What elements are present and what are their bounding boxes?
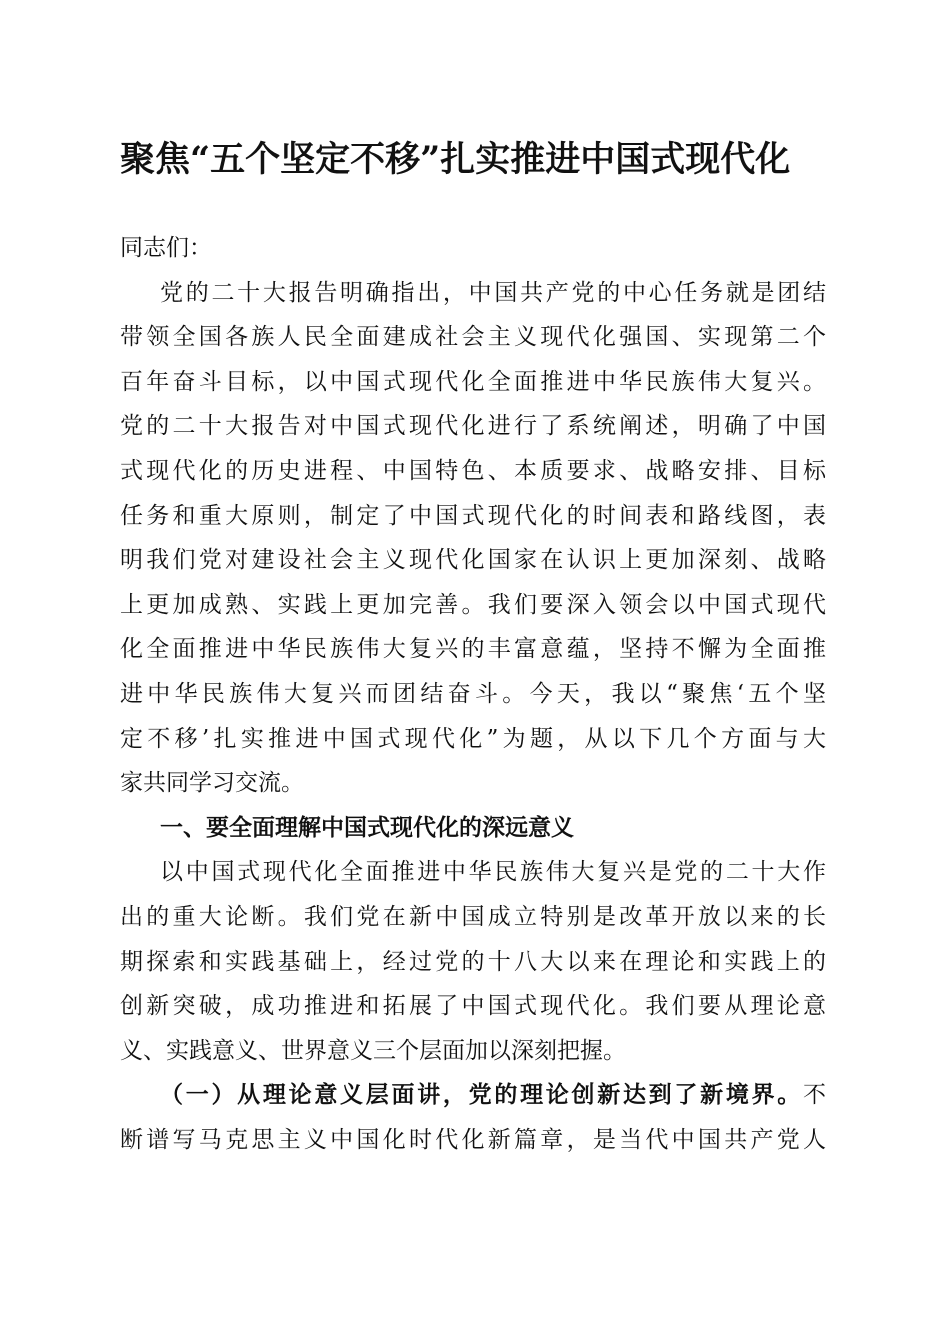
paragraph-line-lead bbox=[120, 1073, 826, 1118]
paragraph-line: 党的二十大报告明确指出，中国共产党的中心任务就是团结 bbox=[160, 279, 826, 306]
salutation: 同志们： bbox=[120, 235, 212, 261]
document-body bbox=[120, 130, 826, 1162]
paragraph-line: 以中国式现代化全面推进中华民族伟大复兴是党的二十大作 bbox=[160, 859, 826, 886]
paragraph-line: 定不移’扎实推进中国式现代化”为题，从以下几个方面与大 bbox=[120, 725, 826, 752]
paragraph-line: 党的二十大报告对中国式现代化进行了系统阐述，明确了中国 bbox=[120, 413, 826, 440]
lead-tail-text: 不 bbox=[803, 1082, 826, 1109]
paragraph-line: 进中华民族伟大复兴而团结奋斗。今天，我以“聚焦‘五个坚 bbox=[120, 680, 826, 707]
paragraph-line: 任务和重大原则，制定了中国式现代化的时间表和路线图，表 bbox=[120, 502, 826, 529]
paragraph-intro bbox=[120, 271, 826, 806]
paragraph-line: 出的重大论断。我们党在新中国成立特别是改革开放以来的长 bbox=[120, 903, 826, 930]
paragraph-subsection-1 bbox=[120, 1073, 826, 1162]
paragraph-line: 式现代化的历史进程、中国特色、本质要求、战略安排、目标 bbox=[120, 457, 826, 484]
paragraph-line: 断谱写马克思主义中国化时代化新篇章，是当代中国共产党人 bbox=[120, 1126, 826, 1153]
paragraph-line: 期探索和实践基础上，经过党的十八大以来在理论和实践上的 bbox=[120, 948, 826, 975]
paragraph-line: 上更加成熟、实践上更加完善。我们要深入领会以中国式现代 bbox=[120, 591, 826, 618]
paragraph-line: 化全面推进中华民族伟大复兴的丰富意蕴，坚持不懈为全面推 bbox=[120, 636, 826, 663]
paragraph-line: 家共同学习交流。 bbox=[120, 770, 304, 797]
paragraph-line: 带领全国各族人民全面建成社会主义现代化强国、实现第二个 bbox=[120, 324, 826, 351]
paragraph-line: 百年奋斗目标，以中国式现代化全面推进中华民族伟大复兴。 bbox=[120, 368, 826, 395]
document-title: 聚焦“五个坚定不移”扎实推进中国式现代化 bbox=[120, 139, 791, 180]
paragraph-line: 义、实践意义、世界意义三个层面加以深刻把握。 bbox=[120, 1037, 626, 1064]
paragraph-line: 明我们党对建设社会主义现代化国家在认识上更加深刻、战略 bbox=[120, 547, 826, 574]
subsection-lead: （一）从理论意义层面讲，党的理论创新达到了新境界。 bbox=[160, 1081, 803, 1109]
paragraph-section-1 bbox=[120, 850, 826, 1073]
paragraph-line: 创新突破，成功推进和拓展了中国式现代化。我们要从理论意 bbox=[120, 993, 826, 1020]
section-heading-1: 一、要全面理解中国式现代化的深远意义 bbox=[160, 814, 574, 841]
